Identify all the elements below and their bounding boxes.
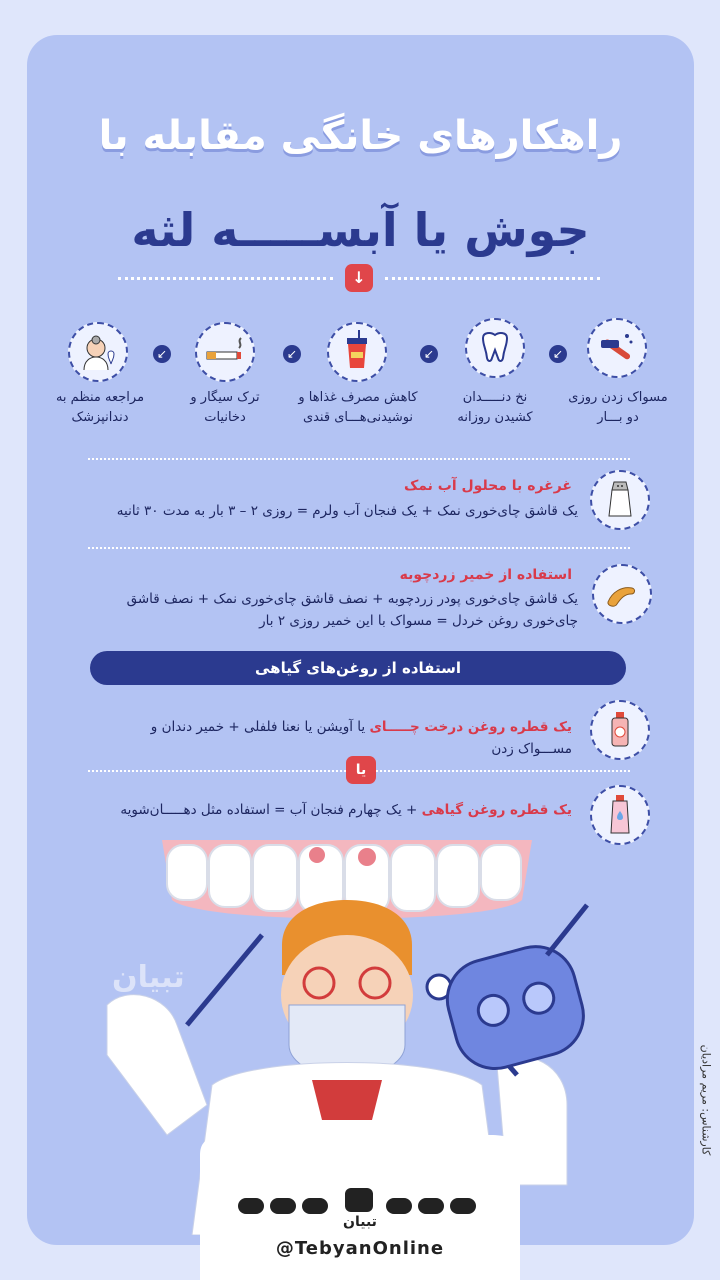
separator (88, 547, 630, 549)
oil-option-text: یا آویشن یا نعنا فلفلی + خمیر دندان و مســـواک زدن (150, 719, 572, 757)
soda-cup-icon (327, 322, 387, 382)
arrow-icon: ↙ (283, 345, 301, 363)
remedy-title: استفاده از خمیر زردچوبه (399, 567, 572, 583)
tip-label: مسواک زدن روزی دو بـــار (568, 390, 668, 425)
social-icon[interactable] (270, 1198, 296, 1214)
tebyan-logo-icon (345, 1188, 373, 1212)
tooth-icon (465, 318, 525, 378)
divider-dots-left (118, 277, 333, 280)
salt-shaker-icon (590, 470, 650, 530)
watermark: تبیان (112, 960, 185, 995)
social-icon[interactable] (302, 1198, 328, 1214)
or-badge: یا (346, 756, 376, 784)
oil-option (102, 716, 572, 760)
remedy-body: یک قاشق چای‌خوری پودر زردچوبه + نصف قاشق چای‌خوری نمک + نصف قاشق چای‌خوری روغن خردل = مسواک با این خمیر روزی ۲ بار (126, 591, 578, 629)
title-line-2: جوش یا آبســـــه لثه (131, 203, 590, 257)
oil-option-text: + یک چهارم فنجان آب = استفاده مثل دهـــــان‌شویه (120, 802, 422, 818)
tip-label: نخ دنـــــدان کشیدن روزانه (457, 390, 533, 425)
separator (88, 458, 630, 460)
cigarette-icon (195, 322, 255, 382)
oil-option-highlight: یک قطره روغن گیاهی (421, 802, 572, 818)
social-icon[interactable] (238, 1198, 264, 1214)
social-icon[interactable] (386, 1198, 412, 1214)
remedy-body: یک قاشق چای‌خوری نمک + یک فنجان آب ولرم = روزی ۲ – ۳ بار به مدت ۳۰ ثانیه (116, 503, 578, 519)
tip-label: مراجعه منظم به دندانپزشک (55, 390, 145, 425)
social-handle: @TebyanOnline (275, 1238, 445, 1259)
arrow-icon: ↙ (153, 345, 171, 363)
title-line-1: راهکارهای خانگی مقابله با (98, 113, 623, 159)
brand-name: تبیان (343, 1214, 377, 1230)
oil-option-highlight: یک قطره روغن درخت چـــــای (369, 719, 572, 735)
social-icon[interactable] (418, 1198, 444, 1214)
credit-text: کارشناس: مریم مرادیان (699, 1044, 713, 1156)
oils-section-bar: استفاده از روغن‌های گیاهی (90, 651, 626, 685)
remedy-title: غرغره با محلول آب نمک (403, 478, 572, 494)
oil-bottle-icon (590, 700, 650, 760)
arrow-icon: ↙ (549, 345, 567, 363)
down-arrow-icon: ↓ (345, 264, 373, 292)
toothbrush-icon (587, 318, 647, 378)
oil-option (102, 799, 572, 821)
tip-label: کاهش مصرف غذاها و نوشیدنی‌هـــای قندی (298, 390, 418, 425)
tip-label: ترک سیگار و دخانیات (190, 390, 260, 425)
social-icon[interactable] (450, 1198, 476, 1214)
divider-dots-right (385, 277, 600, 280)
turmeric-root-icon (592, 564, 652, 624)
dentist-icon (68, 322, 128, 382)
arrow-icon: ↙ (420, 345, 438, 363)
